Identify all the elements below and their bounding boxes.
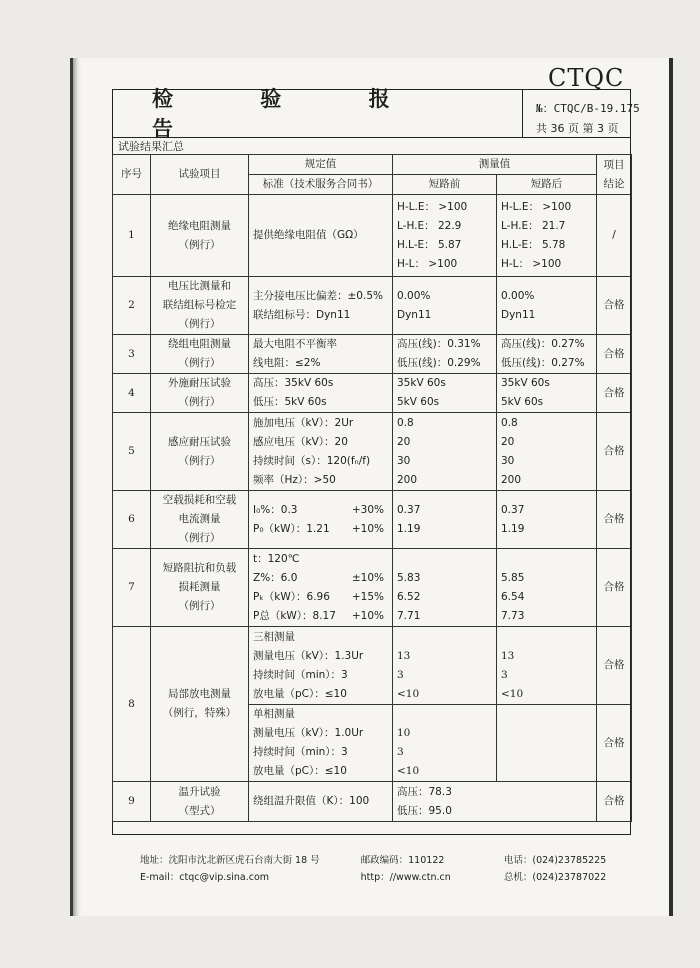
row-after-line: <10 <box>501 687 524 700</box>
row-number: 7 <box>113 549 151 627</box>
header-spec: 规定值 <box>249 155 393 175</box>
row-item <box>151 627 249 782</box>
row-spec <box>249 782 393 822</box>
row-after-line: H-L.E： >100 <box>501 200 572 213</box>
row-result: 合格 <box>597 335 632 374</box>
header-before: 短路前 <box>393 175 497 195</box>
row-after-line: 5kV 60s <box>501 396 544 408</box>
row-before-line: 低压(线)：0.29% <box>397 357 481 369</box>
footer-postcode: 邮政编码：110122 <box>360 855 445 866</box>
row-number: 4 <box>113 374 151 413</box>
header-conclusion-line: 结论 <box>603 177 625 190</box>
row-measured-line: 低压：95.0 <box>397 804 452 817</box>
row-item <box>151 413 249 491</box>
row-before-line: 10 <box>397 727 411 739</box>
row-spec-line: 线电阻：≤2% <box>253 357 321 369</box>
row-spec <box>249 627 393 705</box>
row-before-line: 3 <box>397 746 404 758</box>
row-after-line: 13 <box>501 649 515 662</box>
row-spec-line: t：120℃ <box>253 552 300 565</box>
row-item-line: 电流测量 <box>178 513 221 525</box>
row-after-line: H-L： >100 <box>501 257 562 270</box>
row-result: 合格 <box>597 374 632 413</box>
row-after-line: H.L-E： 5.78 <box>501 238 566 251</box>
footer-website: http：//www.ctn.cn <box>360 872 451 883</box>
row-item-line: 感应耐压试验 <box>168 435 231 448</box>
row-after-line: 高压(线)：0.27% <box>501 338 585 350</box>
header-spec-sub: 标准（技术服务合同书） <box>249 175 393 195</box>
row-spec-line: 最大电阻不平衡率 <box>253 338 337 350</box>
row-spec-line: 主分接电压比偏差：±0.5% <box>253 289 383 302</box>
row-number: 5 <box>113 413 151 491</box>
row-before <box>393 335 497 374</box>
row-before <box>393 277 497 335</box>
row-spec-line <box>253 520 388 539</box>
row-after-line: 20 <box>501 435 515 448</box>
row-before-line: 7.71 <box>397 609 421 622</box>
row-item-line: （型式） <box>178 804 221 817</box>
footer-switchboard: 总机：(024)23787022 <box>503 872 607 883</box>
row-after-line: 0.8 <box>501 416 518 429</box>
row-before-line: 0.8 <box>397 416 414 429</box>
row-before-line: 3 <box>397 668 404 681</box>
row-spec-line: 测量电压（kV）：1.3Ur <box>253 649 364 662</box>
table-row <box>113 335 632 374</box>
row-item-line: 空载损耗和空载 <box>162 494 237 506</box>
row-after-line: 30 <box>501 454 515 467</box>
row-after-line: 低压(线)：0.27% <box>501 357 585 369</box>
row-item-line: 温升试验 <box>178 785 221 798</box>
row-before-line: 13 <box>397 649 411 662</box>
row-item-line: （例行） <box>178 396 221 408</box>
table-row <box>113 374 632 413</box>
row-spec-line: 持续时间（min）：3 <box>253 746 348 758</box>
row-after-line <box>501 628 592 647</box>
row-spec-line: 低压：5kV 60s <box>253 396 327 408</box>
row-spec-tolerance: +10% <box>351 609 384 622</box>
row-item <box>151 335 249 374</box>
row-spec-line: 感应电压（kV）：20 <box>253 435 348 448</box>
row-after <box>497 413 597 491</box>
row-before-line: 高压(线)：0.31% <box>397 338 481 350</box>
row-number: 6 <box>113 491 151 549</box>
row-spec-line: 联结组标号：Dyn11 <box>253 308 351 321</box>
table-row <box>113 413 632 491</box>
title-divider <box>522 89 523 137</box>
row-before <box>393 549 497 627</box>
row-item-line: 外施耐压试验 <box>168 377 231 389</box>
row-before-line: L-H.E： 22.9 <box>397 219 462 232</box>
row-spec <box>249 374 393 413</box>
row-before-line: 5.83 <box>397 571 421 584</box>
row-spec-line: 放电量（pC）：≤10 <box>253 765 347 777</box>
row-spec-label: P总（kW）：8.17 <box>253 609 336 622</box>
row-item-line: （例行） <box>178 532 221 544</box>
row-before-line: 5kV 60s <box>397 396 440 408</box>
row-before-line: 0.37 <box>397 503 421 516</box>
row-item <box>151 491 249 549</box>
footer-address: 地址：沈阳市沈北新区虎石台南大街 18 号 <box>140 855 320 866</box>
row-after-line: 200 <box>501 473 522 486</box>
table-row <box>113 195 632 277</box>
row-result: 合格 <box>597 549 632 627</box>
row-spec-line: 放电量（pC）：≤10 <box>253 687 347 700</box>
row-spec-line: 测量电压（kV）：1.0Ur <box>253 727 364 739</box>
row-before <box>393 374 497 413</box>
row-spec-line: 频率（Hz）：>50 <box>253 473 336 486</box>
report-title: 检 验 报 告 <box>152 87 430 141</box>
row-result: / <box>597 195 632 277</box>
row-after-line <box>501 762 592 781</box>
row-before-line: H-L.E： >100 <box>397 200 468 213</box>
row-after-line: 0.37 <box>501 503 525 516</box>
row-before-line: <10 <box>397 765 420 777</box>
row-measured-line: 高压：78.3 <box>397 785 452 798</box>
row-spec-tolerance: +15% <box>351 590 384 603</box>
row-after <box>497 491 597 549</box>
row-spec <box>249 491 393 549</box>
row-after-line: L-H.E： 21.7 <box>501 219 566 232</box>
table-row <box>113 627 632 705</box>
footer <box>140 852 620 886</box>
header-conclusion-line: 项目 <box>603 158 625 171</box>
row-spec-tolerance: +10% <box>351 522 384 535</box>
row-spec <box>249 549 393 627</box>
header-measured: 测量值 <box>393 155 597 175</box>
row-before-line: 6.52 <box>397 590 421 603</box>
row-number: 1 <box>113 195 151 277</box>
row-item-line: （例行） <box>178 454 221 467</box>
row-before-line: <10 <box>397 687 420 700</box>
row-spec-line <box>253 588 388 607</box>
row-after-line: 35kV 60s <box>501 377 550 389</box>
row-spec-line: 三相测量 <box>253 630 295 643</box>
row-item-line: （例行） <box>178 357 221 369</box>
row-after-line: 1.19 <box>501 522 525 535</box>
row-before-line: 30 <box>397 454 411 467</box>
row-spec <box>249 335 393 374</box>
row-number: 2 <box>113 277 151 335</box>
footer-phone: 电话：(024)23785225 <box>503 855 607 866</box>
row-item-line: （例行，特殊） <box>162 707 237 719</box>
row-after <box>497 549 597 627</box>
row-item <box>151 374 249 413</box>
summary-label: 试验结果汇总 <box>118 140 184 153</box>
row-before-line: Dyn11 <box>397 308 432 321</box>
row-spec <box>249 413 393 491</box>
row-spec-line <box>253 569 388 588</box>
row-item-line: 绝缘电阻测量 <box>168 219 231 232</box>
page-count: 共 36 页 第 3 页 <box>536 122 619 135</box>
row-after-line: 6.54 <box>501 590 525 603</box>
row-spec <box>249 705 393 782</box>
row-spec-line <box>253 607 388 626</box>
header-no: 序号 <box>113 155 151 195</box>
row-spec-line <box>253 501 388 520</box>
row-spec <box>249 195 393 277</box>
row-spec-line: 施加电压（kV）：2Ur <box>253 416 354 429</box>
row-before-line <box>397 628 492 647</box>
row-before-line <box>397 550 492 569</box>
results-table <box>112 154 632 822</box>
row-after <box>497 195 597 277</box>
row-result: 合格 <box>597 782 632 822</box>
row-result: 合格 <box>597 413 632 491</box>
row-item-line: （例行） <box>178 600 221 612</box>
footer-email: E-mail：ctqc@vip.sina.com <box>140 872 270 883</box>
row-item-line: 联结组标号检定 <box>162 299 237 311</box>
row-item-line: 局部放电测量 <box>168 688 231 700</box>
row-result: 合格 <box>597 705 632 782</box>
header-row <box>113 155 632 175</box>
row-spec-line: 单相测量 <box>253 708 295 720</box>
row-before <box>393 195 497 277</box>
row-before-line: H-L： >100 <box>397 257 458 270</box>
header-divider <box>112 137 631 138</box>
row-item-line: 短路阻抗和负载 <box>162 562 237 574</box>
row-spec-tolerance: ±10% <box>351 571 384 584</box>
row-spec-tolerance: +30% <box>351 503 384 516</box>
row-spec-line: 提供绝缘电阻值（GΩ） <box>253 229 364 241</box>
row-after-line: 0.00% <box>501 289 535 302</box>
row-before-line <box>397 705 492 724</box>
row-result: 合格 <box>597 277 632 335</box>
row-before-line: 1.19 <box>397 522 421 535</box>
row-spec-line: 持续时间（min）：3 <box>253 668 348 681</box>
row-spec-label: I₀%：0.3 <box>253 503 298 516</box>
row-item-line: 电压比测量和 <box>168 280 231 292</box>
header-after: 短路后 <box>497 175 597 195</box>
row-after <box>497 335 597 374</box>
row-spec-line: 绕组温升限值（K）：100 <box>253 795 370 807</box>
header-item: 试验项目 <box>151 155 249 195</box>
row-item <box>151 782 249 822</box>
row-after-line <box>501 705 592 724</box>
row-after-line: Dyn11 <box>501 308 536 321</box>
row-spec-label: Z%：6.0 <box>253 571 298 584</box>
row-after <box>497 627 597 705</box>
row-item <box>151 195 249 277</box>
row-before <box>393 491 497 549</box>
row-before <box>393 413 497 491</box>
row-spec-line: 高压：35kV 60s <box>253 377 334 389</box>
row-after-line <box>501 550 592 569</box>
row-before-line: 0.00% <box>397 289 431 302</box>
row-result: 合格 <box>597 627 632 705</box>
row-after <box>497 705 597 782</box>
table-row <box>113 782 632 822</box>
row-result: 合格 <box>597 491 632 549</box>
brand-logo: CTQC <box>548 64 625 92</box>
row-spec-label: P₀（kW）：1.21 <box>253 522 330 535</box>
row-after <box>497 374 597 413</box>
row-before-line: H.L-E： 5.87 <box>397 238 462 251</box>
row-before-line: 20 <box>397 435 411 448</box>
row-before-line: 200 <box>397 473 418 486</box>
row-item <box>151 277 249 335</box>
row-number: 3 <box>113 335 151 374</box>
row-spec-line: 持续时间（s）：120(fₙ/f) <box>253 454 371 467</box>
row-spec-label: Pₖ（kW）：6.96 <box>253 590 330 603</box>
row-number: 8 <box>113 627 151 782</box>
row-after-line: 3 <box>501 668 508 681</box>
row-item-line: （例行） <box>178 318 221 330</box>
document-number: №：CTQC/B-19.175 <box>536 102 640 115</box>
row-spec <box>249 277 393 335</box>
row-item-line: （例行） <box>178 238 221 251</box>
row-after-line: 7.73 <box>501 609 525 622</box>
row-item <box>151 549 249 627</box>
row-after-line <box>501 724 592 743</box>
row-item-line: 绕组电阻测量 <box>168 338 231 350</box>
row-before <box>393 627 497 705</box>
table-row <box>113 491 632 549</box>
row-item-line: 损耗测量 <box>178 581 221 593</box>
table-row <box>113 277 632 335</box>
row-before <box>393 705 497 782</box>
row-measured <box>393 782 597 822</box>
row-after-line: 5.85 <box>501 571 525 584</box>
row-after <box>497 277 597 335</box>
row-before-line: 35kV 60s <box>397 377 446 389</box>
table-row <box>113 549 632 627</box>
row-number: 9 <box>113 782 151 822</box>
row-after-line <box>501 743 592 762</box>
header-conclusion <box>597 155 632 195</box>
